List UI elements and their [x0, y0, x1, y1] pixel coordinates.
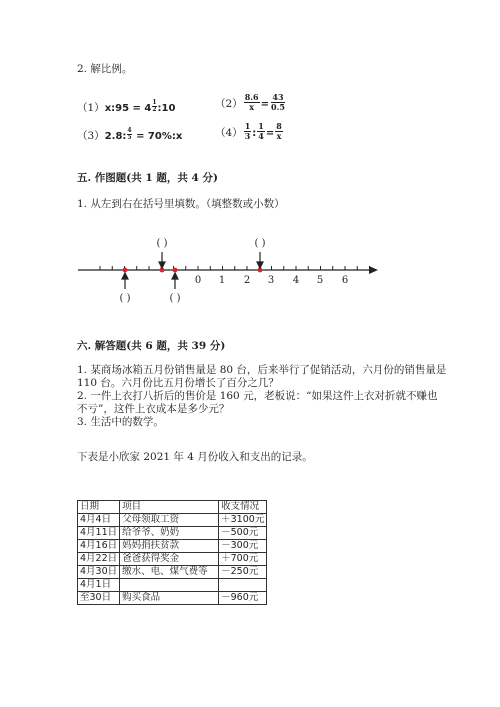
section5-title: 五. 作图题(共 1 题，共 4 分) [77, 172, 218, 184]
table-row [78, 553, 267, 566]
proportion-4-a-den: 3 [244, 131, 251, 141]
table-row [78, 579, 267, 592]
section6-q1-line1: 1. 某商场冰箱五月份销售量是 80 台，后来举行了促销活动，六月份的销售量是 [77, 364, 447, 376]
cell-amount: －250元 [219, 566, 267, 579]
section5-q1: 1. 从左到右在括号里填数。（填整数或小数） [77, 198, 285, 210]
cell-date: 4月16日 [78, 540, 120, 553]
cell-date: 4月4日 [78, 514, 120, 527]
section6-q2-line2: 不亏”，这件上衣成本是多少元？ [77, 403, 230, 415]
tick-label-4: 4 [292, 275, 300, 286]
cell-date: 4月30日 [78, 566, 120, 579]
table-row [78, 592, 267, 605]
down-arrow-1-head [159, 262, 165, 268]
tick-label-5: 5 [316, 275, 324, 286]
cell-amount: －960元 [219, 592, 267, 605]
answer-bracket-top-2: ( ) [254, 238, 266, 249]
proportion-4-eq: = [265, 128, 275, 139]
header-item: 项目 [120, 501, 219, 514]
tick-label-6: 6 [341, 275, 349, 286]
proportion-2-label: （2） [215, 98, 243, 110]
proportion-4-right-num: 8 [276, 121, 282, 131]
income-expense-table [77, 500, 267, 605]
header-amount: 收支情况 [219, 501, 267, 514]
proportion-3-frac-den: 5 [127, 134, 132, 141]
proportion-2-left-den: x [249, 102, 255, 112]
number-line-figure [0, 0, 500, 320]
section6-q2-line1: 2. 一件上衣打八折后的售价是 160 元，老板说：“如果这件上衣对折就不赚也 [77, 390, 438, 402]
answer-bracket-bottom-2: ( ) [169, 293, 181, 304]
tick-label-2: 2 [243, 275, 251, 286]
proportion-4-b-den: 4 [258, 131, 264, 141]
cell-amount: －300元 [219, 540, 267, 553]
table-row [78, 566, 267, 579]
cell-item: 购买食品 [120, 592, 219, 605]
cell-date: 4月11日 [78, 527, 120, 540]
answer-bracket-top-1: ( ) [156, 238, 168, 249]
section6-title: 六. 解答题(共 6 题，共 39 分) [77, 340, 226, 352]
cell-item: 缴水、电、煤气费等 [120, 566, 219, 579]
down-arrow-2-head [257, 262, 263, 268]
proportion-3-post: = 70%:x [132, 131, 183, 142]
proportion-3-frac-num: 4 [127, 127, 132, 134]
cell-date: 至30日 [78, 592, 120, 605]
cell-item: 爸爸获得奖金 [120, 553, 219, 566]
answer-bracket-bottom-1: ( ) [119, 293, 131, 304]
proportion-2-left-num: 8.6 [244, 92, 259, 102]
number-line-arrowhead [369, 266, 378, 274]
proportion-3-label: （3） [77, 130, 105, 142]
table-row [78, 527, 267, 540]
cell-item: 妈妈捐扶贫款 [120, 540, 219, 553]
section6-q3: 3. 生活中的数学。 [77, 416, 164, 428]
proportion-1-post: :10 [157, 103, 176, 114]
tick-label-3: 3 [267, 275, 275, 286]
tick-label-0: 0 [194, 275, 202, 286]
proportion-3-pre: 2.8: [104, 131, 127, 142]
tick-label-1: 1 [218, 275, 226, 286]
up-arrow-1-head [122, 273, 128, 279]
cell-amount: －500元 [219, 527, 267, 540]
proportion-4-right-den: x [276, 131, 282, 141]
cell-date: 4月1日 [78, 579, 120, 592]
cell-amount: ＋700元 [219, 553, 267, 566]
proportion-4-label: （4） [215, 127, 243, 139]
cell-date: 4月22日 [78, 553, 120, 566]
table-row [78, 540, 267, 553]
proportion-1-frac-den: 2 [152, 106, 157, 113]
proportion-4-colon: : [252, 128, 257, 139]
proportion-2-right-num: 43 [272, 92, 284, 102]
cell-amount: ＋3100元 [219, 514, 267, 527]
proportion-1-label: （1） [77, 102, 105, 114]
cell-item [120, 579, 219, 592]
up-arrow-2-head [172, 273, 178, 279]
cell-amount [219, 579, 267, 592]
proportion-2-right-den: 0.5 [271, 102, 285, 112]
header-date: 日期 [78, 501, 120, 514]
proportion-4-a-num: 1 [244, 121, 251, 131]
proportion-4-b-num: 1 [258, 121, 264, 131]
proportion-2-eq: = [260, 99, 269, 110]
cell-item: 父母领取工资 [120, 514, 219, 527]
table-header-row [78, 501, 267, 514]
proportion-1-frac-num: 1 [152, 99, 157, 106]
cell-item: 给爷爷、奶奶 [120, 527, 219, 540]
table-row [78, 514, 267, 527]
q2-title: 2. 解比例。 [77, 63, 133, 75]
table-intro: 下表是小欣家 2021 年 4 月份收入和支出的记录。 [77, 451, 313, 463]
section6-q1-line2: 110 台。六月份比五月份增长了百分之几？ [77, 377, 279, 389]
proportion-1-pre: x:95 = 4 [104, 103, 152, 114]
